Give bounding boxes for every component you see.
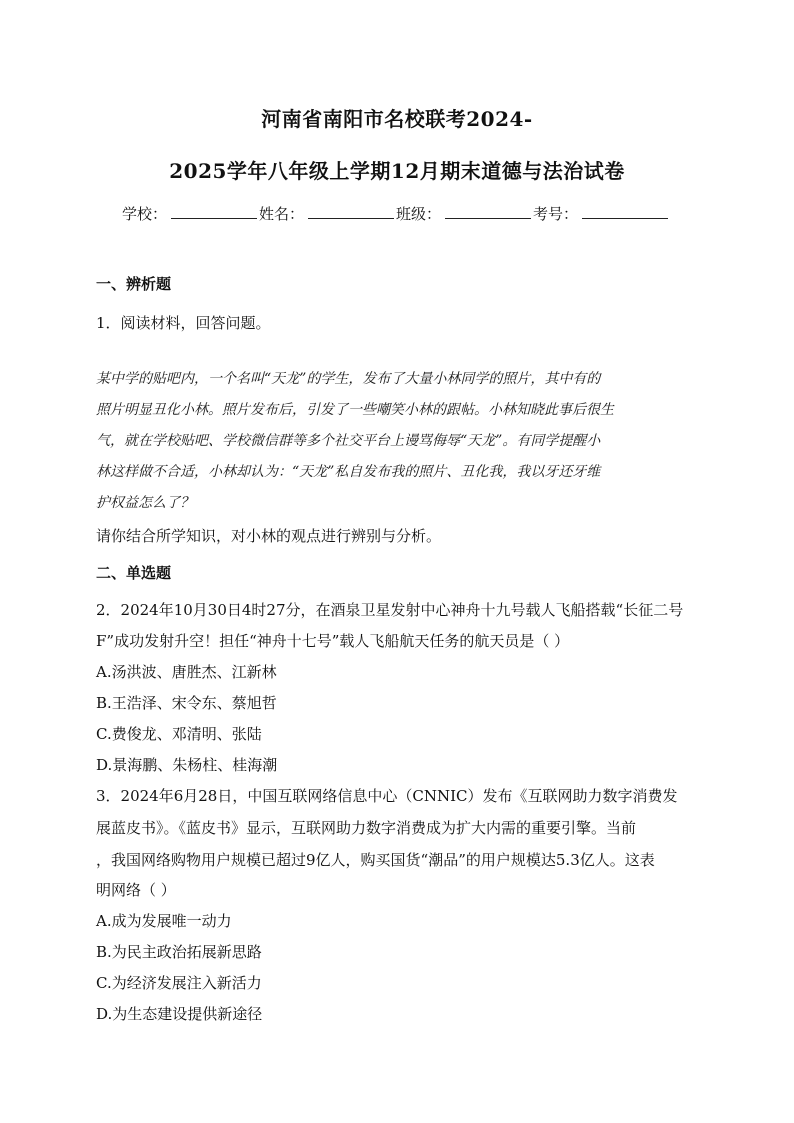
q3-stem-line: 3．2024年6月28日，中国互联网络信息中心（CNNIC）发布《互联网助力数字消费发 — [96, 787, 678, 805]
name-blank[interactable] — [308, 204, 394, 219]
q3-option-b[interactable]: B.为民主政治拓展新思路 — [96, 943, 262, 961]
student-info-row — [122, 203, 670, 224]
passage-line: 林这样做不合适，小林却认为：“天龙”私自发布我的照片、丑化我，我以牙还牙维 — [96, 464, 601, 480]
exam-title-line2: 2025学年八年级上学期12月期末道德与法治试卷 — [169, 159, 625, 183]
section2-heading: 二、单选题 — [96, 564, 172, 582]
section1-heading: 一、辨析题 — [96, 275, 172, 293]
q2-option-a[interactable]: A.汤洪波、唐胜杰、江新林 — [96, 663, 277, 681]
q3-stem-line: 明网络（ ） — [96, 881, 176, 899]
q2-option-d[interactable]: D.景海鹏、朱杨柱、桂海潮 — [96, 756, 278, 774]
q2-stem-line: F”成功发射升空！担任“神舟十七号”载人飞船航天任务的航天员是（ ） — [96, 632, 570, 650]
class-field — [396, 203, 533, 224]
q2-option-b[interactable]: B.王浩泽、宋令东、蔡旭哲 — [96, 694, 277, 712]
number-label: 考号： — [533, 205, 579, 223]
name-field — [259, 203, 396, 224]
q3-option-a[interactable]: A.成为发展唯一动力 — [96, 912, 232, 930]
school-field — [122, 203, 259, 224]
q3-option-c[interactable]: C.为经济发展注入新活力 — [96, 974, 262, 992]
passage-line: 某中学的贴吧内，一个名叫“天龙”的学生，发布了大量小林同学的照片，其中有的 — [96, 371, 601, 387]
school-blank[interactable] — [171, 204, 257, 219]
passage-line: 气，就在学校贴吧、学校微信群等多个社交平台上谩骂侮辱“天龙”。有同学提醒小 — [96, 433, 601, 449]
passage-line: 照片明显丑化小林。照片发布后，引发了一些嘲笑小林的跟帖。小林知晓此事后很生 — [96, 402, 614, 418]
q1-passage — [96, 364, 690, 519]
name-label: 姓名： — [259, 205, 305, 223]
q2-option-c[interactable]: C.费俊龙、邓清明、张陆 — [96, 725, 262, 743]
q3-option-d[interactable]: D.为生态建设提供新途径 — [96, 1005, 263, 1023]
q2-stem-line: 2．2024年10月30日4时27分，在酒泉卫星发射中心神舟十九号载人飞船搭载“长征二号 — [96, 601, 684, 619]
number-blank[interactable] — [582, 204, 668, 219]
exam-title-line1: 河南省南阳市名校联考2024- — [261, 107, 533, 131]
q1-stem: 1．阅读材料，回答问题。 — [96, 314, 271, 332]
school-label: 学校： — [122, 205, 168, 223]
class-blank[interactable] — [445, 204, 531, 219]
q3-stem-line: 展蓝皮书》。《蓝皮书》显示，互联网助力数字消费成为扩大内需的重要引擎。当前 — [96, 819, 637, 837]
number-field — [533, 203, 670, 224]
class-label: 班级： — [396, 205, 442, 223]
passage-line: 护权益怎么了？ — [96, 495, 194, 511]
q1-instruction: 请你结合所学知识，对小林的观点进行辨别与分析。 — [96, 527, 442, 545]
q3-stem-line: ，我国网络购物用户规模已超过9亿人，购买国货“潮品”的用户规模达5.3亿人。这表 — [96, 851, 655, 869]
